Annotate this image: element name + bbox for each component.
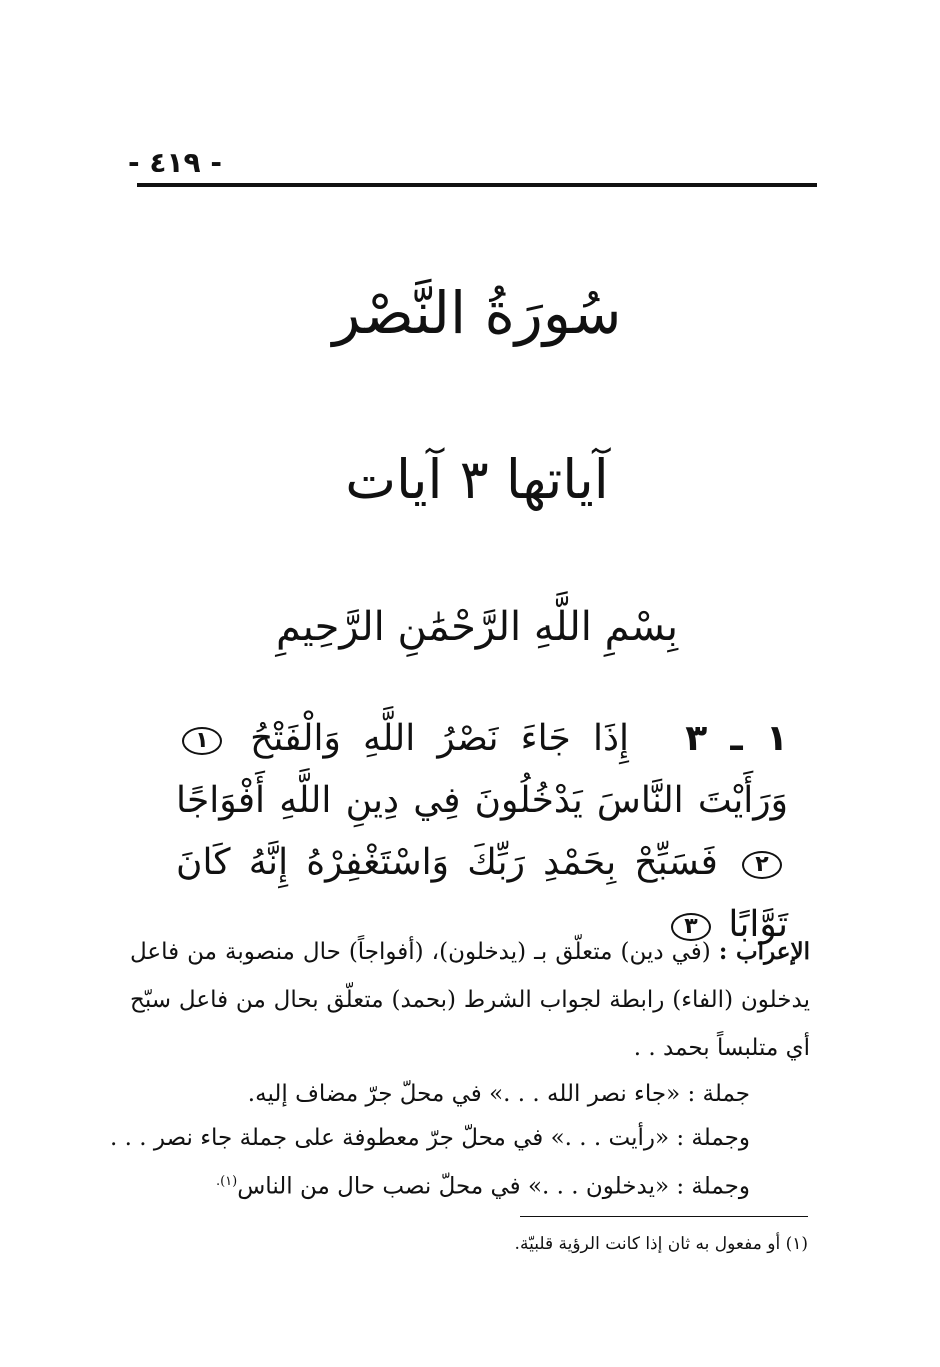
- sentence-line: [110, 1116, 750, 1160]
- sentence-text: وجملة : «رأيت . . .» في محلّ جرّ معطوفة على جملة جاء نصر . . .: [110, 1125, 750, 1151]
- verse-text-1: إِذَا جَاءَ نَصْرُ اللَّهِ وَالْفَتْحُ: [250, 718, 630, 759]
- footnote-rule: [520, 1216, 808, 1217]
- surah-title: سُورَةُ النَّصْر: [332, 279, 622, 347]
- verse-text-3: فَسَبِّحْ بِحَمْدِ رَبِّكَ وَاسْتَغْفِرْهُ إِنَّهُ كَانَ تَوَّابًا: [176, 842, 788, 945]
- verse-text-2: وَرَأَيْتَ النَّاسَ يَدْخُلُونَ فِي دِينِ اللَّهِ أَفْوَاجًا: [176, 780, 788, 821]
- footnote: (١) أو مفعول به ثان إذا كانت الرؤية قلبيّة.: [514, 1234, 808, 1254]
- irab-text: (في دين) متعلّق بـ (يدخلون)، (أفواجاً) حال منصوبة من فاعل يدخلون (الفاء) رابطة لجواب الشرط (بحمد) متعلّق بحال من فاعل سبّح أي متلبساً بحمد . .: [130, 939, 810, 1061]
- sentence-line: [130, 1160, 750, 1209]
- header-rule: [137, 183, 817, 187]
- page-number: - ٤١٩ -: [128, 146, 223, 179]
- sentence-analysis: [110, 1072, 750, 1209]
- ayah-marker-2: ٢: [742, 851, 782, 879]
- basmala: بِسْمِ اللَّهِ الرَّحْمَٰنِ الرَّحِيمِ: [275, 604, 679, 650]
- quran-verses: [176, 708, 788, 956]
- ayah-marker-3: ٣: [671, 913, 711, 941]
- irab-paragraph: [130, 928, 810, 1072]
- sentence-text: جملة : «جاء نصر الله . . .» في محلّ جرّ مضاف إليه.: [247, 1081, 750, 1107]
- ayah-marker-1: ١: [182, 727, 222, 755]
- footnote-reference: (١).: [215, 1174, 238, 1189]
- irab-label: الإعراب :: [718, 938, 810, 965]
- verse-range: ١ ـ ٣: [685, 718, 788, 759]
- sentence-line: [130, 1072, 750, 1116]
- ayat-count: آياتها ٣ آيات: [345, 448, 609, 511]
- sentence-text: وجملة : «يدخلون . . .» في محلّ نصب حال من الناس: [237, 1173, 750, 1200]
